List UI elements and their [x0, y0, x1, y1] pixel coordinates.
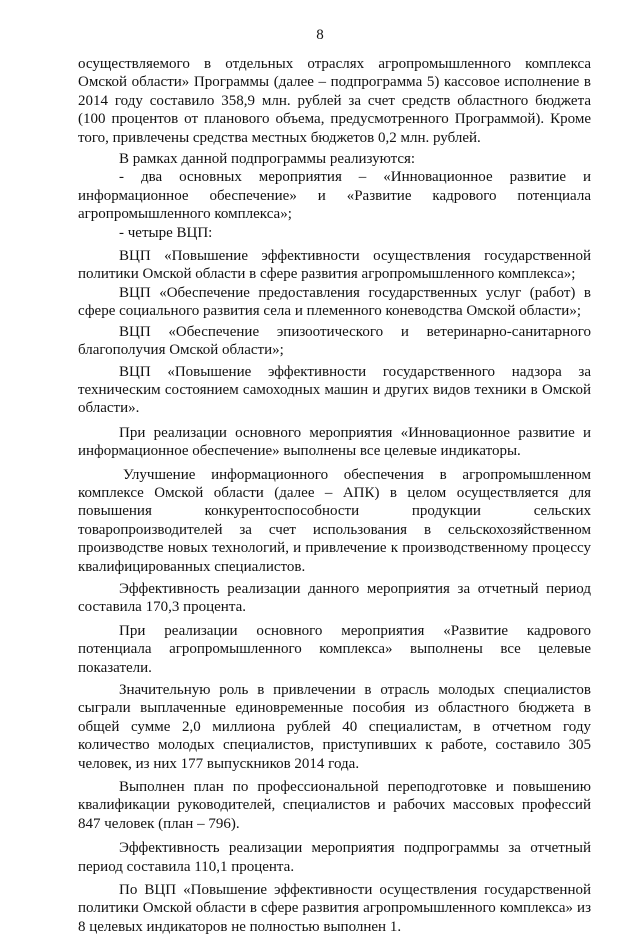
paragraph-efficiency-170: Эффективность реализации данного мероприятия за отчетный период составила 170,3 процента.: [78, 580, 591, 616]
vcp-item-technical-supervision: ВЦП «Повышение эффективности государственного надзора за техническим состоянием самоходных машин и других видов техники в Омской области».: [78, 363, 591, 417]
document-body: [78, 55, 591, 936]
paragraph-personnel-results: При реализации основного мероприятия «Развитие кадрового потенциала агропромышленного комплекса» выполнены все целевые показатели.: [78, 622, 591, 676]
page-number: 8: [316, 27, 324, 43]
list-item-four-vcp: - четыре ВЦП:: [119, 224, 213, 241]
paragraph-retraining: Выполнен план по профессиональной переподготовке и повышению квалификации руководителей, специалистов и рабочих массовых профессий 847 человек (план – 796).: [78, 779, 591, 832]
paragraph-vcp-indicators: По ВЦП «Повышение эффективности осуществления государственной политики Омской области в сфере развития агропромышленного комплекса» из 8 целевых индикаторов не полностью выполнен 1.: [78, 882, 591, 935]
paragraph-innovation-results: При реализации основного мероприятия «Инновационное развитие и информационное обеспечение» выполнены все целевые индикаторы.: [78, 424, 591, 460]
vcp-item-veterinary: ВЦП «Обеспечение эпизоотического и ветеринарно-санитарного благополучия Омской области»;: [78, 323, 591, 359]
paragraph-information-support: Улучшение информационного обеспечения в агропромышленном комплексе Омской области (далее – АПК) в целом осуществляется для повышения конкурентоспособности продукции сельских товаропроизводителей за счет использования в сельскохозяйственном производстве новых технологий, и привлечение к производственному процессу квалифицированных специалистов.: [78, 466, 591, 575]
paragraph-subprogram-5-funding: осуществляемого в отдельных отраслях агропромышленного комплекса Омской области» Программы (далее – подпрограмма 5) кассовое исполнение в 2014 году составило 358,9 млн. рублей за счет средств областного бюджета (100 процентов от планового объема, предусмотренного Программой). Кроме того, привлечены средства местных бюджетов 0,2 млн. рублей.: [78, 56, 591, 146]
paragraph-implemented-intro: В рамках данной подпрограммы реализуются:: [119, 151, 416, 168]
paragraph-efficiency-110: Эффективность реализации мероприятия подпрограммы за отчетный период составила 110,1 процента.: [78, 840, 591, 875]
vcp-item-state-policy: ВЦП «Повышение эффективности осуществления государственной политики Омской области в сфере развития агропромышленного комплекса»;: [78, 248, 591, 283]
list-item-main-activities: - два основных мероприятия – «Инновационное развитие и информационное обеспечение» и «Развитие кадрового потенциала агропромышленного комплекса»;: [78, 169, 591, 223]
paragraph-young-specialists: Значительную роль в привлечении в отрасль молодых специалистов сыграли выплаченные единовременные пособия из областного бюджета в общей сумме 2,0 миллиона рублей 40 специалистам, в отчетном году количество молодых специалистов, приступивших к работе, составило 305 человек, из них 177 выпускников 2014 года.: [78, 682, 591, 772]
vcp-item-state-services: ВЦП «Обеспечение предоставления государственных услуг (работ) в сфере социального развития села и племенного коневодства Омской области»;: [78, 284, 591, 320]
